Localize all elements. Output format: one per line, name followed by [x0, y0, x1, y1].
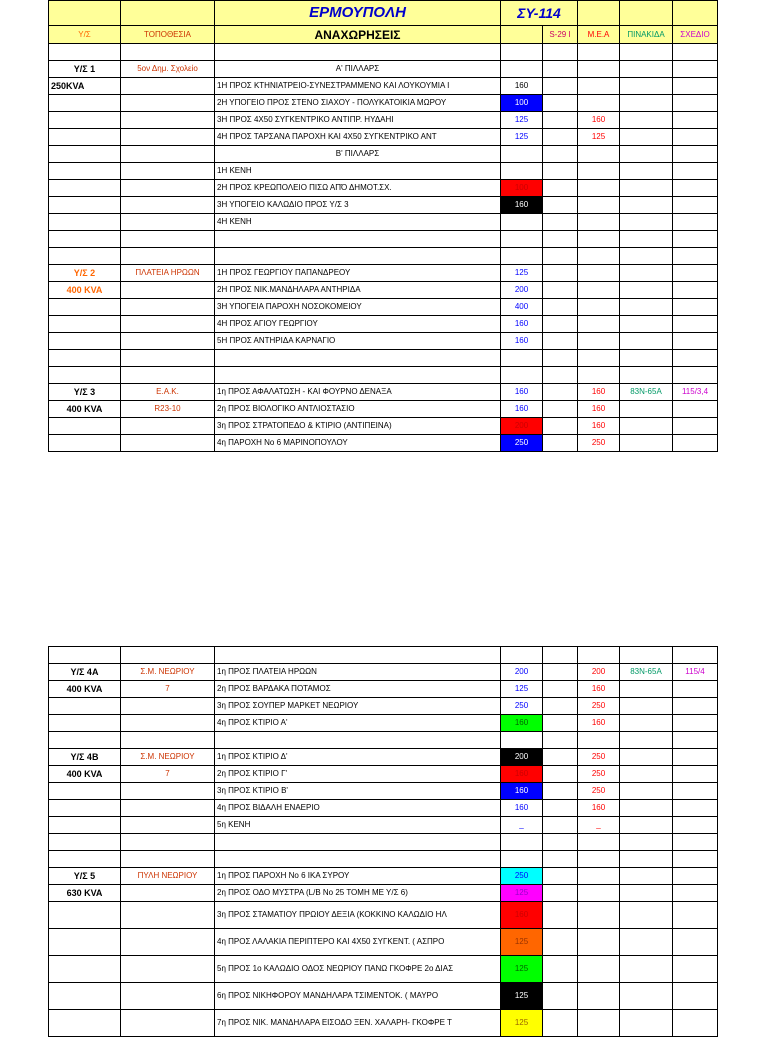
table-row: [49, 384, 718, 401]
table-row: [49, 316, 718, 333]
mea-value: 160: [578, 681, 620, 698]
plan-value: 115/4: [673, 664, 718, 681]
sheet-code: ΣΥ-114: [501, 1, 578, 26]
table-row: [49, 163, 718, 180]
fuse-value: 200: [501, 749, 543, 766]
fuse-value: 160: [501, 78, 543, 95]
table-row: [49, 282, 718, 299]
mea-value: 250: [578, 749, 620, 766]
col-plate: ΠΙΝΑΚΙΔΑ: [620, 26, 673, 44]
table-row: [49, 214, 718, 231]
table-row: [49, 44, 718, 61]
table-row: [49, 435, 718, 452]
fuse-value: 160: [501, 715, 543, 732]
table-row: [49, 299, 718, 316]
table-row: [49, 95, 718, 112]
row-text: 5η ΚΕΝΗ: [215, 817, 501, 834]
row-text: 3η ΠΡΟΣ ΣΟΥΠΕΡ ΜΑΡΚΕΤ ΝΕΩΡΙΟΥ: [215, 698, 501, 715]
mea-value: 160: [578, 418, 620, 435]
fuse-value: _: [501, 817, 543, 834]
title-row: [49, 1, 718, 26]
table-row: [49, 715, 718, 732]
row-text: 2Η ΠΡΟΣ ΚΡΕΩΠΟΛΕΙΟ ΠΙΣΩ ΑΠΌ ΔΗΜΟΤ.ΣΧ.: [215, 180, 501, 197]
fuse-value: 160: [501, 384, 543, 401]
table-row: [49, 61, 718, 78]
substation-kva: 400 KVA: [49, 681, 121, 698]
substation-location: ΠΛΑΤΕΙΑ ΗΡΩΩΝ: [121, 265, 215, 282]
mea-value: 160: [578, 800, 620, 817]
header-row: [49, 26, 718, 44]
row-text: 2η ΠΡΟΣ ΒΑΡΔΑΚΑ ΠΟΤΑΜΟΣ: [215, 681, 501, 698]
substation-kva: 400 KVA: [49, 766, 121, 783]
fuse-value: 160: [501, 783, 543, 800]
col-location: ΤΟΠΟΘΕΣΙΑ: [121, 26, 215, 44]
table-row: [49, 868, 718, 885]
mea-value: 250: [578, 698, 620, 715]
table-top: [48, 0, 718, 452]
substation-name: Υ/Σ 4Α: [49, 664, 121, 681]
table-row: [49, 146, 718, 163]
substation-name: Υ/Σ 4Β: [49, 749, 121, 766]
table-row: [49, 749, 718, 766]
mea-value: _: [578, 817, 620, 834]
row-text: 3Η ΠΡΟΣ 4Χ50 ΣΥΓΚΕΝΤΡΙΚΟ ΑΝΤΙΠΡ. ΗΥΔΑΗΙ: [215, 112, 501, 129]
substation-kva: 400 KVA: [49, 282, 121, 299]
row-text: 7η ΠΡΟΣ ΝΙΚ. ΜΑΝΔΗΛΑΡΑ ΕΙΣΟΔΟ ΞΕΝ. ΧΑΛΑΡΗ- ΓΚΟΦΡΕ Τ: [215, 1010, 501, 1037]
table-row: [49, 401, 718, 418]
fuse-value: 400: [501, 299, 543, 316]
table-row: [49, 983, 718, 1010]
substation-kva: 400 KVA: [49, 401, 121, 418]
sheet-bottom: [48, 646, 718, 1037]
fuse-value: 125: [501, 885, 543, 902]
fuse-value: 160: [501, 316, 543, 333]
row-text: 3η ΠΡΟΣ ΚΤΙΡΙΟ Β': [215, 783, 501, 800]
table-row: [49, 766, 718, 783]
table-row: [49, 333, 718, 350]
row-text: 4η ΠΡΟΣ ΒΙΔΑΛΗ ΕΝΑΕΡΙΟ: [215, 800, 501, 817]
fuse-value: 250: [501, 868, 543, 885]
col-plan: ΣΧΕΔΙΟ: [673, 26, 718, 44]
sheet-top: [48, 0, 718, 452]
row-text: 5η ΠΡΟΣ 1ο ΚΑΛΩΔΙΟ ΟΔΟΣ ΝΕΩΡΙΟΥ ΠΑΝΩ ΓΚΟΦΡΕ 2ο ΔΙΑΣ: [215, 956, 501, 983]
table-row: [49, 783, 718, 800]
col-s29: S-29 I: [543, 26, 578, 44]
mea-value: 160: [578, 112, 620, 129]
table-row: [49, 956, 718, 983]
table-row: [49, 834, 718, 851]
table-row: [49, 902, 718, 929]
table-bottom: [48, 646, 718, 1037]
mea-value: 250: [578, 766, 620, 783]
table-row: [49, 681, 718, 698]
row-text: 3η ΠΡΟΣ ΣΤΡΑΤΟΠΕΔΟ & ΚΤΙΡΙΟ (ΑΝΤΙΠΕΙΝΑ): [215, 418, 501, 435]
table-row: [49, 1010, 718, 1037]
row-text: 4η ΠΡΟΣ ΚΤΙΡΙΟ Α': [215, 715, 501, 732]
row-text: 2η ΠΡΟΣ ΚΤΙΡΙΟ Γ': [215, 766, 501, 783]
fuse-value: 250: [501, 435, 543, 452]
fuse-value: 125: [501, 1010, 543, 1037]
substation-location: Ε.Α.Κ.: [121, 384, 215, 401]
row-text: Β' ΠΙΛΛΑΡΣ: [215, 146, 501, 163]
fuse-value: 160: [501, 766, 543, 783]
plan-value: 115/3,4: [673, 384, 718, 401]
fuse-value: 125: [501, 983, 543, 1010]
substation-location: Σ.Μ. ΝΕΩΡΙΟΥ: [121, 664, 215, 681]
substation-name: Υ/Σ 3: [49, 384, 121, 401]
row-text: 2Η ΥΠΟΓΕΙΟ ΠΡΟΣ ΣΤΕΝΟ ΣΙΑΧΟΥ - ΠΟΛΥΚΑΤΟΙΚΙΑ ΜΩΡΟΥ: [215, 95, 501, 112]
fuse-value: 160: [501, 197, 543, 214]
fuse-value: 100: [501, 95, 543, 112]
page-title: ΕΡΜΟΥΠΟΛΗ: [215, 1, 501, 26]
row-text: 3η ΠΡΟΣ ΣΤΑΜΑΤΙΟΥ ΠΡΩΙΟΥ ΔΕΞΙΑ (ΚΟΚΚΙΝΟ ΚΑΛΩΔΙΟ ΗΛ: [215, 902, 501, 929]
fuse-value: 160: [501, 800, 543, 817]
substation-location-code: 7: [121, 681, 215, 698]
substation-location-code: R23-10: [121, 401, 215, 418]
table-row: [49, 800, 718, 817]
table-row: [49, 265, 718, 282]
fuse-value: 125: [501, 129, 543, 146]
row-text: 3Η ΥΠΟΓΕΙΑ ΠΑΡΟΧΗ ΝΟΣΟΚΟΜΕΙΟΥ: [215, 299, 501, 316]
col-mea: Μ.Ε.Α: [578, 26, 620, 44]
substation-kva: 630 KVA: [49, 885, 121, 902]
row-text: 1η ΠΡΟΣ ΠΑΡΟΧΗ Νο 6 ΙΚΑ ΣΥΡΟΥ: [215, 868, 501, 885]
table-row: [49, 817, 718, 834]
fuse-value: 125: [501, 929, 543, 956]
table-row: [49, 78, 718, 95]
row-text: Α' ΠΙΛΛΑΡΣ: [215, 61, 501, 78]
table-row: [49, 197, 718, 214]
table-row: [49, 851, 718, 868]
row-text: 4η ΠΑΡΟΧΗ Νο 6 ΜΑΡΙΝΟΠΟΥΛΟΥ: [215, 435, 501, 452]
row-text: 2η ΠΡΟΣ ΒΙΟΛΟΓΙΚΟ ΑΝΤΛΙΟΣΤΑΣΙΟ: [215, 401, 501, 418]
col-ys: Υ/Σ: [49, 26, 121, 44]
col-fuse: [501, 26, 543, 44]
mea-value: 160: [578, 384, 620, 401]
plate-value: 83Ν-65Α: [620, 384, 673, 401]
table-row: [49, 732, 718, 749]
row-text: 1Η ΠΡΟΣ ΓΕΩΡΓΙΟΥ ΠΑΠΑΝΔΡΕΟΥ: [215, 265, 501, 282]
table-row: [49, 929, 718, 956]
table-row: [49, 350, 718, 367]
table-row: [49, 180, 718, 197]
table-row: [49, 231, 718, 248]
substation-location: Σ.Μ. ΝΕΩΡΙΟΥ: [121, 749, 215, 766]
row-text: 1η ΠΡΟΣ ΠΛΑΤΕΙΑ ΗΡΩΩΝ: [215, 664, 501, 681]
row-text: 6η ΠΡΟΣ ΝΙΚΗΦΟΡΟΥ ΜΑΝΔΗΛΑΡΑ ΤΣΙΜΕΝΤΟΚ. ( ΜΑΥΡΟ: [215, 983, 501, 1010]
substation-location: ΠΥΛΗ ΝΕΩΡΙΟΥ: [121, 868, 215, 885]
plate-value: 83Ν-65Α: [620, 664, 673, 681]
fuse-value: 200: [501, 664, 543, 681]
fuse-value: 160: [501, 401, 543, 418]
fuse-value: 125: [501, 112, 543, 129]
table-row: [49, 112, 718, 129]
row-text: 1Η ΠΡΟΣ ΚΤΗΝΙΑΤΡΕΙΟ-ΣΥΝΕΣΤΡΑΜΜΕΝΟ ΚΑΙ ΛΟΥΚΟΥΜΙΑ Ι: [215, 78, 501, 95]
substation-name: Υ/Σ 1: [49, 61, 121, 78]
fuse-value: 125: [501, 265, 543, 282]
row-text: 2η ΠΡΟΣ ΟΔΟ ΜΥΣΤΡΑ (L/B Νο 25 ΤΟΜΗ ΜΕ Υ/Σ 6): [215, 885, 501, 902]
fuse-value: 200: [501, 418, 543, 435]
mea-value: 250: [578, 783, 620, 800]
row-text: 3Η ΥΠΟΓΕΙΟ ΚΑΛΩΔΙΟ ΠΡΟΣ Υ/Σ 3: [215, 197, 501, 214]
fuse-value: 100: [501, 180, 543, 197]
fuse-value: 125: [501, 681, 543, 698]
table-row: [49, 885, 718, 902]
fuse-value: 160: [501, 333, 543, 350]
row-text: 1Η ΚΕΝΗ: [215, 163, 501, 180]
table-row: [49, 367, 718, 384]
fuse-value: 125: [501, 956, 543, 983]
col-departures: ΑΝΑΧΩΡΗΣΕΙΣ: [215, 26, 501, 44]
row-text: 4Η ΚΕΝΗ: [215, 214, 501, 231]
row-text: 5Η ΠΡΟΣ ΑΝΤΗΡΙΔΑ ΚΑΡΝΑΓΙΟ: [215, 333, 501, 350]
table-row: [49, 418, 718, 435]
mea-value: 160: [578, 715, 620, 732]
mea-value: 200: [578, 664, 620, 681]
row-text: 4Η ΠΡΟΣ ΤΑΡΣΑΝΑ ΠΑΡΟΧΗ ΚΑΙ 4Χ50 ΣΥΓΚΕΝΤΡΙΚΟ ΑΝΤ: [215, 129, 501, 146]
row-text: 4η ΠΡΟΣ ΛΑΛΑΚΙΑ ΠΕΡΙΠΤΕΡΟ ΚΑΙ 4Χ50 ΣΥΓΚΕΝΤ. ( ΑΣΠΡΟ: [215, 929, 501, 956]
substation-location-code: 7: [121, 766, 215, 783]
fuse-value: 250: [501, 698, 543, 715]
row-text: 1η ΠΡΟΣ ΑΦΑΛΑΤΩΣΗ - ΚΑΙ ΦΟΥΡΝΟ ΔΕΝΑΞΑ: [215, 384, 501, 401]
table-row: [49, 698, 718, 715]
substation-location: 5ον Δημ. Σχολείο: [121, 61, 215, 78]
substation-name: Υ/Σ 2: [49, 265, 121, 282]
table-row: [49, 647, 718, 664]
table-row: [49, 664, 718, 681]
fuse-value: 200: [501, 282, 543, 299]
mea-value: 250: [578, 435, 620, 452]
substation-kva: 250KVA: [49, 78, 121, 95]
fuse-value: 160: [501, 902, 543, 929]
table-row: [49, 129, 718, 146]
row-text: 4Η ΠΡΟΣ ΑΓΙΟΥ ΓΕΩΡΓΙΟΥ: [215, 316, 501, 333]
row-text: 2Η ΠΡΟΣ ΝΙΚ.ΜΑΝΔΗΛΑΡΑ ΑΝΤΗΡΙΔΑ: [215, 282, 501, 299]
row-text: 1η ΠΡΟΣ ΚΤΙΡΙΟ Δ': [215, 749, 501, 766]
substation-name: Υ/Σ 5: [49, 868, 121, 885]
mea-value: 125: [578, 129, 620, 146]
mea-value: 160: [578, 401, 620, 418]
table-row: [49, 248, 718, 265]
